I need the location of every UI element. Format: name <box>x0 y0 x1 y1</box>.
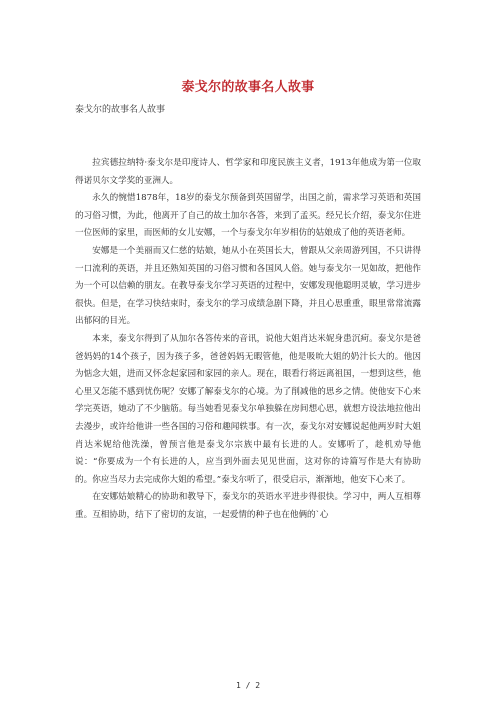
paragraph: 永久的惋惜1878年，18岁的泰戈尔预备到英国留学，出国之前，需求学习英语和英国的习俗习惯，为此，他离开了自己的故土加尔各答，来到了孟买。经兄长介绍，泰戈尔住进一位医师的家里，而医师的女儿安娜，一个与泰戈尔年岁相仿的姑娘成了他的英语老师。 <box>75 193 421 239</box>
paragraph: 本来，泰戈尔得到了从加尔各答传来的音讯，说他大姐肖达米妮身患沉疴。泰戈尔是爸爸妈妈的14个孩子，因为孩子多，爸爸妈妈无暇管他，他是吸吮大姐的奶汁长大的。他因为惦念大姐，进而又怀念起家园和家园的亲人。现在，眼看行将远离祖国，一想到这些，他心里又怎能不感到忧伤呢？安娜了解泰戈尔的心境。为了削减他的思乡之情。使他安下心来学完英语，她动了不少脑筋。每当她看见泰戈尔单独躲在房间想心思，就想方设法地拉他出去漫步，或许给他讲一些各国的习俗和趣闻轶事。有一次，泰戈尔对安娜说起他两岁时大姐肖达米妮给他洗澡，曾预言他是泰戈尔宗族中最有长进的人。安娜听了，趁机劝导他说：“你要成为一个有长进的人，应当到外面去见见世面，这对你的诗篇写作是大有协助的。你应当尽力去完成你大姐的希望。”泰戈尔听了，很受启示，渐渐地，他安下心来了。 <box>75 333 421 485</box>
document-subtitle: 泰戈尔的故事名人故事 <box>75 105 166 115</box>
paragraph: 拉宾德拉纳特·泰戈尔是印度诗人、哲学家和印度民族主义者，1913年他成为第一位取得诺贝尔文学奖的亚洲人。 <box>75 158 421 186</box>
document-title: 泰戈尔的故事名人故事 <box>181 80 315 95</box>
page-indicator: 1 / 2 <box>235 681 261 690</box>
paragraph: 安娜是一个美丽而又仁慈的姑娘，她从小在英国长大，曾跟从父亲周游列国，不只讲得一口流利的英语，并且还熟知英国的习俗习惯和各国风人俗。她与泰戈尔一见如故，把他作为一个可以信赖的朋友。在教导泰戈尔学习英语的过程中，安娜发现他聪明灵敏，学习进步很快。但是，在学习快结束时，泰戈尔的学习成绩急剧下降，并且心思重重，眼里常常流露出郁闷的目光。 <box>75 245 421 327</box>
document-body <box>75 155 421 524</box>
paragraph: 在安娜姑娘精心的协助和教导下，泰戈尔的英语水平进步得很快。学习中，两人互相尊重。互相协助，结下了密切的友谊，一起爱情的种子也在他俩的`心 <box>75 492 421 520</box>
